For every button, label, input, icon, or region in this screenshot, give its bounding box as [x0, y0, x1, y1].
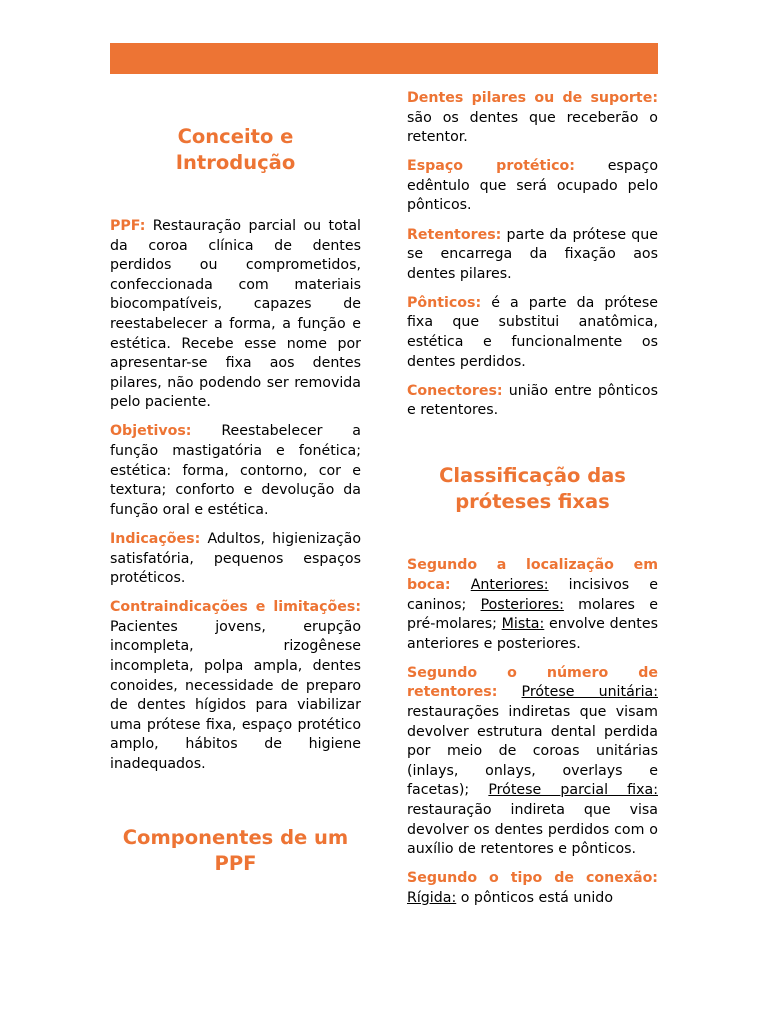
- term-indicacoes: Indicações:: [110, 530, 201, 547]
- paragraph-ponticos: Pônticos: é a parte da prótese fixa que substitui anatômica, estética e funcionalmente os dentes perdidos.: [407, 294, 658, 370]
- subterm-mista: Mista:: [501, 616, 545, 633]
- right-column: [407, 89, 658, 918]
- paragraph-conectores: Conectores: união entre pônticos e retentores.: [407, 382, 658, 419]
- paragraph-ppf: PPF: Restauração parcial ou total da coroa clínica de dentes perdidos ou comprometidos, confeccionada com materiais biocompatíveis, capazes de reestabelecer a forma, a função e estética. Recebe esse nome por apresentar-se fixa aos dentes pilares, não podendo ser removida pelo paciente.: [110, 218, 361, 411]
- subterm-posteriores: Posteriores:: [480, 596, 564, 613]
- paragraph-numero-retentores: Segundo o número de retentores: Prótese unitária: restaurações indiretas que visam devolver estrutura dental perdida por meio de coroas unitárias (inlays, onlays, overlays e facetas); Prótese parcial fixa: restauração indireta que visa devolver os dentes perdidos com o auxílio de retentores e pônticos.: [407, 664, 659, 858]
- term-ponticos: Pônticos:: [407, 294, 482, 311]
- term-objetivos: Objetivos:: [110, 423, 192, 440]
- paragraph-localizacao: Segundo a localização em boca: Anteriores: incisivos e caninos; Posteriores: molares e pré-molares; Mista: envolve dentes anteriores e posteriores.: [407, 557, 658, 652]
- term-espaco-protetico: Espaço protético:: [407, 158, 575, 175]
- paragraph-dentes-pilares: Dentes pilares ou de suporte: são os dentes que receberão o retentor.: [407, 90, 658, 146]
- paragraph-tipo-conexao: Segundo o tipo de conexão: Rígida: o pônticos está unido: [407, 870, 658, 906]
- paragraph-retentores: Retentores: parte da prótese que se encarrega da fixação aos dentes pilares.: [407, 226, 658, 282]
- term-ppf: PPF:: [110, 218, 146, 234]
- term-localizacao: Segundo a localização em boca:: [407, 557, 658, 593]
- paragraph-espaco-protetico: Espaço protético: espaço edêntulo que será ocupado pelo pônticos.: [407, 158, 658, 214]
- term-numero-retentores: Segundo o número de retentores:: [407, 664, 658, 701]
- paragraph-indicacoes: Indicações: Adultos, higienização satisfatória, pequenos espaços protéticos.: [110, 530, 361, 587]
- term-dentes-pilares: Dentes pilares ou de suporte:: [407, 90, 658, 106]
- paragraph-contraindicacoes: Contraindicações e limitações: Pacientes jovens, erupção incompleta, rizogênese incompleta, polpa ampla, dentes conoides, necessidade de preparo de dentes hígidos para viabilizar uma prótese fixa, espaço protético amplo, hábitos de higiene inadequados.: [110, 599, 361, 772]
- term-contraindicacoes: Contraindicações e limitações:: [110, 599, 361, 616]
- paragraph-objetivos: Objetivos: Reestabelecer a função mastigatória e fonética; estética: forma, contorno, cor e textura; conforto e devolução da função oral e estética.: [110, 423, 361, 518]
- term-conectores: Conectores:: [407, 382, 503, 399]
- heading-conceito-introducao: Conceito e Introdução: [175, 125, 296, 174]
- heading-classificacao: Classificação das próteses fixas: [439, 464, 626, 514]
- header-accent-bar: [110, 43, 658, 74]
- subterm-anteriores: Anteriores:: [470, 577, 549, 593]
- term-retentores: Retentores:: [407, 226, 502, 243]
- term-tipo-conexao: Segundo o tipo de conexão:: [407, 870, 658, 887]
- heading-componentes-ppf: Componentes de um PPF: [122, 826, 349, 876]
- subterm-protese-parcial-fixa: Prótese parcial fixa:: [488, 782, 658, 799]
- subterm-protese-unitaria: Prótese unitária:: [521, 684, 659, 701]
- subterm-rigida: Rígida:: [407, 889, 457, 906]
- left-column: [110, 90, 361, 877]
